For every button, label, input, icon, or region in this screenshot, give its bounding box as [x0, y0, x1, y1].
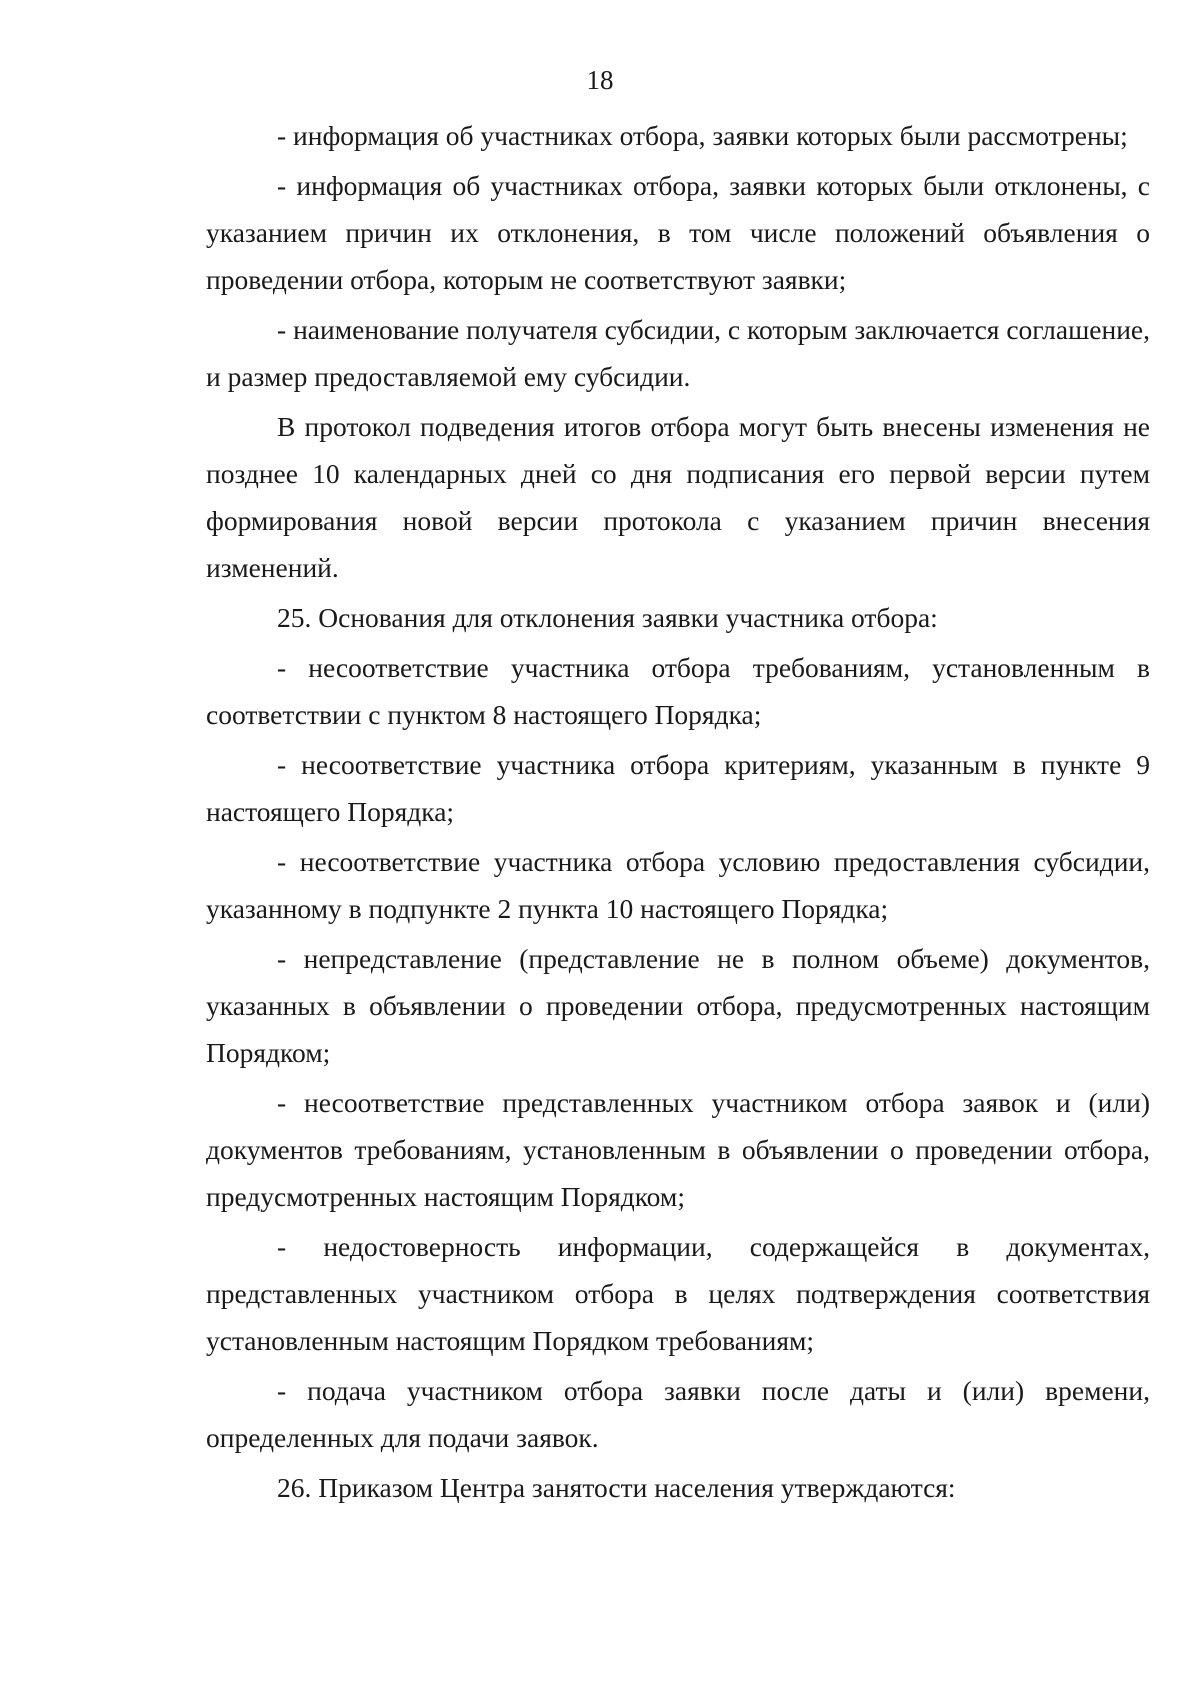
- paragraph-section-26: 26. Приказом Центра занятости населения утверждаются:: [277, 1472, 956, 1503]
- paragraph-subsidy-recipient: - наименование получателя субсидии, с которым заключается соглашение, и размер предоставляемой ему субсидии.: [206, 314, 1150, 392]
- paragraph-protocol-changes: В протокол подведения итогов отбора могут быть внесены изменения не позднее 10 календарных дней со дня подписания его первой версии путем формирования новой версии протокола с указанием причин внесения изменений.: [206, 411, 1150, 583]
- paragraph-documents-mismatch: - несоответствие представленных участником отбора заявок и (или) документов требованиям, установленным в объявлении о проведении отбора, предусмотренных настоящим Порядком;: [206, 1087, 1150, 1212]
- paragraph-unreliable-info: - недостоверность информации, содержащейся в документах, представленных участником отбора в целях подтверждения соответствия установленным настоящим Порядком требованиям;: [206, 1231, 1150, 1356]
- paragraph-requirements-mismatch: - несоответствие участника отбора требованиям, установленным в соответствии с пунктом 8 настоящего Порядка;: [206, 652, 1150, 730]
- page-number: 18: [586, 65, 614, 95]
- paragraph-rejected-participants: - информация об участниках отбора, заявки которых были отклонены, с указанием причин их отклонения, в том числе положений объявления о проведении отбора, которым не соответствуют заявки;: [206, 170, 1150, 295]
- paragraph-considered-participants: - информация об участниках отбора, заявки которых были рассмотрены;: [277, 120, 1128, 151]
- paragraph-criteria-mismatch: - несоответствие участника отбора критериям, указанным в пункте 9 настоящего Порядка;: [206, 749, 1150, 827]
- paragraph-condition-mismatch: - несоответствие участника отбора условию предоставления субсидии, указанному в подпункте 2 пункта 10 настоящего Порядка;: [206, 846, 1150, 924]
- paragraph-late-submission: - подача участником отбора заявки после даты и (или) времени, определенных для подачи заявок.: [206, 1375, 1150, 1453]
- document-body: [206, 112, 1150, 1511]
- paragraph-documents-missing: - непредставление (представление не в полном объеме) документов, указанных в объявлении о проведении отбора, предусмотренных настоящим Порядком;: [206, 943, 1150, 1068]
- paragraph-section-25: 25. Основания для отклонения заявки участника отбора:: [277, 602, 938, 633]
